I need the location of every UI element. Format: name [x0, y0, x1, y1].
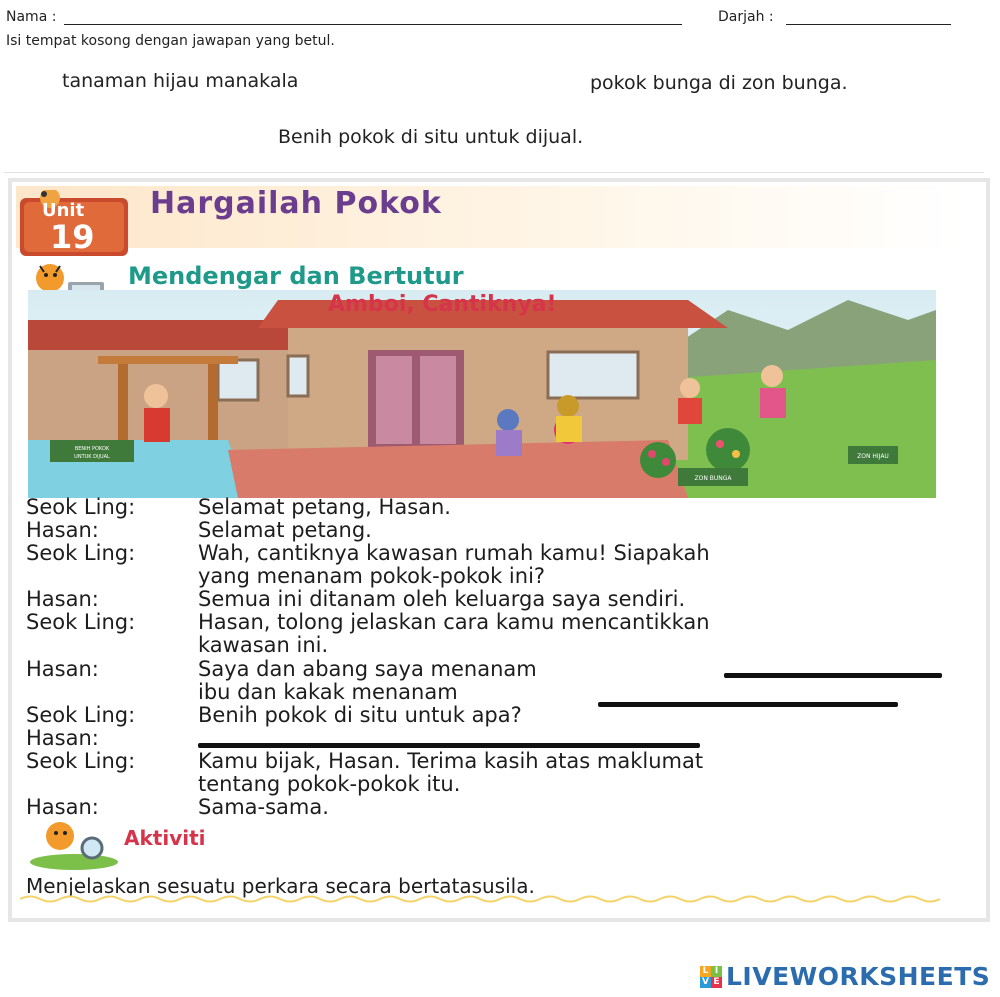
- dialogue-text: Semua ini ditanam oleh keluarga saya sendiri.: [198, 587, 686, 611]
- name-field[interactable]: [64, 24, 682, 25]
- speaker: Hasan:: [26, 726, 99, 750]
- section-title: Mendengar dan Bertutur: [128, 262, 464, 290]
- name-label: Nama :: [6, 9, 57, 25]
- speaker: Hasan:: [26, 795, 99, 819]
- dialogue-text: Kamu bijak, Hasan. Terima kasih atas maklumat: [198, 749, 704, 773]
- logo-squares: L I V E: [700, 966, 722, 988]
- wavy-divider: [20, 894, 960, 904]
- unit-label: Unit: [42, 200, 85, 221]
- garden-scene-illustration: [28, 290, 936, 498]
- speaker: Hasan:: [26, 657, 99, 681]
- svg-text:BENIH POKOK: BENIH POKOK: [74, 446, 110, 452]
- speaker: Hasan:: [26, 587, 99, 611]
- dialogue-text: Wah, cantiknya kawasan rumah kamu! Siapakah: [198, 541, 710, 565]
- unit-badge: [20, 190, 130, 256]
- instruction-text: Isi tempat kosong dengan jawapan yang betul.: [6, 33, 335, 49]
- speaker: Seok Ling:: [26, 610, 136, 634]
- answer-option-1[interactable]: tanaman hijau manakala: [62, 70, 299, 92]
- svg-text:ZON HIJAU: ZON HIJAU: [857, 453, 889, 460]
- unit-number: 19: [50, 218, 95, 256]
- svg-text:UNTUK DIJUAL: UNTUK DIJUAL: [74, 454, 110, 460]
- dialogue-text: Selamat petang, Hasan.: [198, 495, 451, 519]
- dialogue-text: tentang pokok-pokok itu.: [198, 772, 461, 796]
- answer-blank-2[interactable]: [598, 702, 898, 707]
- class-label: Darjah :: [718, 9, 774, 25]
- dialogue-text: Sama-sama.: [198, 795, 329, 819]
- speaker: Seok Ling:: [26, 541, 136, 565]
- speaker: Hasan:: [26, 518, 99, 542]
- dialogue-text: kawasan ini.: [198, 633, 329, 657]
- dialogue-text: Hasan, tolong jelaskan cara kamu mencantikkan: [198, 610, 710, 634]
- logo-letter-l: L: [700, 966, 711, 977]
- brand-name: LIVEWORKSHEETS: [726, 962, 991, 991]
- lesson-title: Hargailah Pokok: [150, 186, 442, 221]
- class-field[interactable]: [786, 24, 951, 25]
- activity-label: Aktiviti: [124, 826, 206, 850]
- dialogue-text: Benih pokok di situ untuk apa?: [198, 703, 522, 727]
- answer-option-3[interactable]: Benih pokok di situ untuk dijual.: [278, 126, 584, 148]
- divider: [4, 172, 984, 173]
- speaker: Seok Ling:: [26, 495, 136, 519]
- speaker: Seok Ling:: [26, 703, 136, 727]
- answer-blank-1[interactable]: [724, 673, 942, 678]
- svg-text:ZON BUNGA: ZON BUNGA: [694, 475, 732, 482]
- dialogue-text: ibu dan kakak menanam: [198, 680, 458, 704]
- story-title: Amboi, Cantiknya!: [328, 292, 557, 317]
- tiger-magnifier-icon: [26, 818, 122, 870]
- dialogue-text: yang menanam pokok-pokok ini?: [198, 564, 546, 588]
- answer-blank-3[interactable]: [198, 743, 700, 748]
- dialogue-text: Saya dan abang saya menanam: [198, 657, 537, 681]
- answer-option-2[interactable]: pokok bunga di zon bunga.: [590, 72, 848, 94]
- dialogue-text: Selamat petang.: [198, 518, 372, 542]
- activity-text: Menjelaskan sesuatu perkara secara bertatasusila.: [26, 874, 535, 898]
- speaker: Seok Ling:: [26, 749, 136, 773]
